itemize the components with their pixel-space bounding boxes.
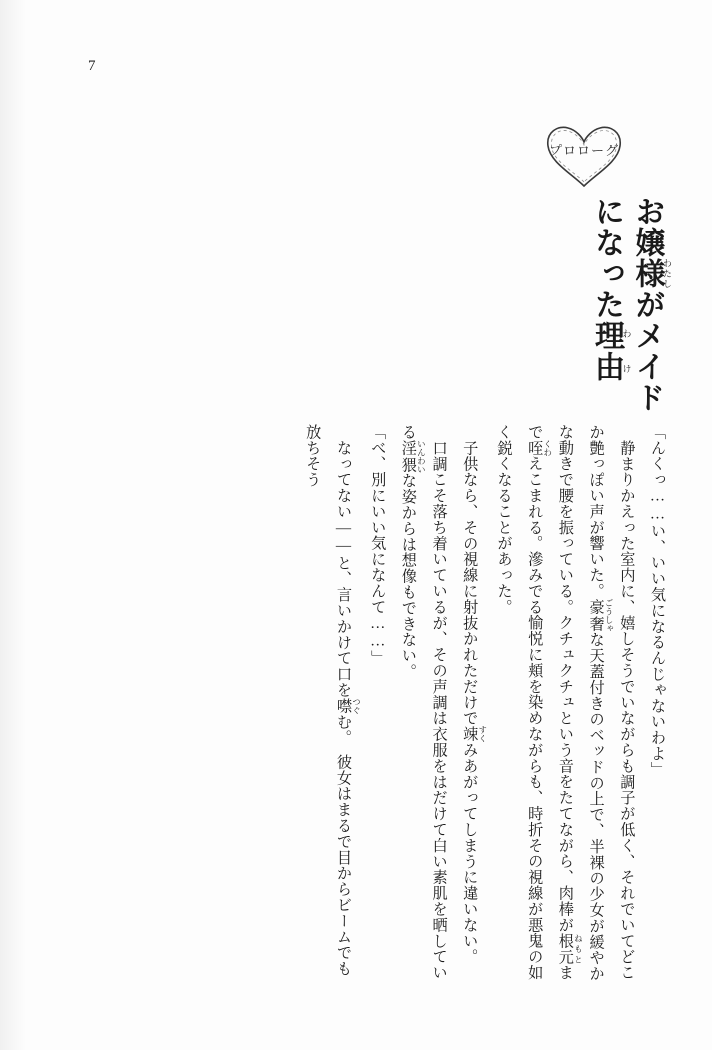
vertical-text-area (60, 110, 672, 990)
chapter-title (590, 196, 672, 424)
prologue-label: プロローグ (548, 143, 619, 158)
paragraph-6: なってない――と、言いかけて口を噤 つぐむ。 彼女はまるで目からビームでも放ちそう (304, 424, 362, 977)
page-edge-shadow (0, 0, 26, 1050)
page-number: 7 (88, 58, 96, 74)
paragraph-4: 口調こそ落ち着いているが、その声調は衣服をはだけて白い素肌を晒している淫猥 いんわいな姿からは想像もできない。 (399, 424, 448, 981)
chapter-title-part-1: お (630, 196, 664, 227)
paragraph-5: 「べ、別にいい気になんて……」 (369, 424, 387, 667)
paragraph-2: 静まりかえった室内に、嬉しそうでいながらも調子が低く、それでいてどこか艶っぽい声が響いた。豪奢 ごうしゃな天蓋付きのベッドの上で、半裸の少女が緩やかな動きで腰を振っている。クチュクチュという音をたてながら、肉棒が根元 ねもとまで咥 くわえこまれる。滲みでる愉悦に頬を染めながらも、時折その視線が悪鬼の如く鋭くなることがあった。 (495, 424, 636, 982)
chapter-heading (84, 110, 672, 424)
chapter-title-part-4: がメイドになった (590, 196, 664, 413)
paragraph-3: 子供なら、その視線に射抜かれただけで竦 すくみあがってしまうに違いない。 (461, 439, 488, 965)
chapter-title-part-2: 嬢 (630, 227, 664, 258)
chapter-title-part-3: 様わたし (630, 258, 672, 289)
chapter-title-part-5: 理由わけ (590, 320, 632, 382)
body-text (60, 424, 672, 990)
paragraph-1: 「んくっ……い、いい気になるんじゃないわよ」 (649, 424, 666, 778)
